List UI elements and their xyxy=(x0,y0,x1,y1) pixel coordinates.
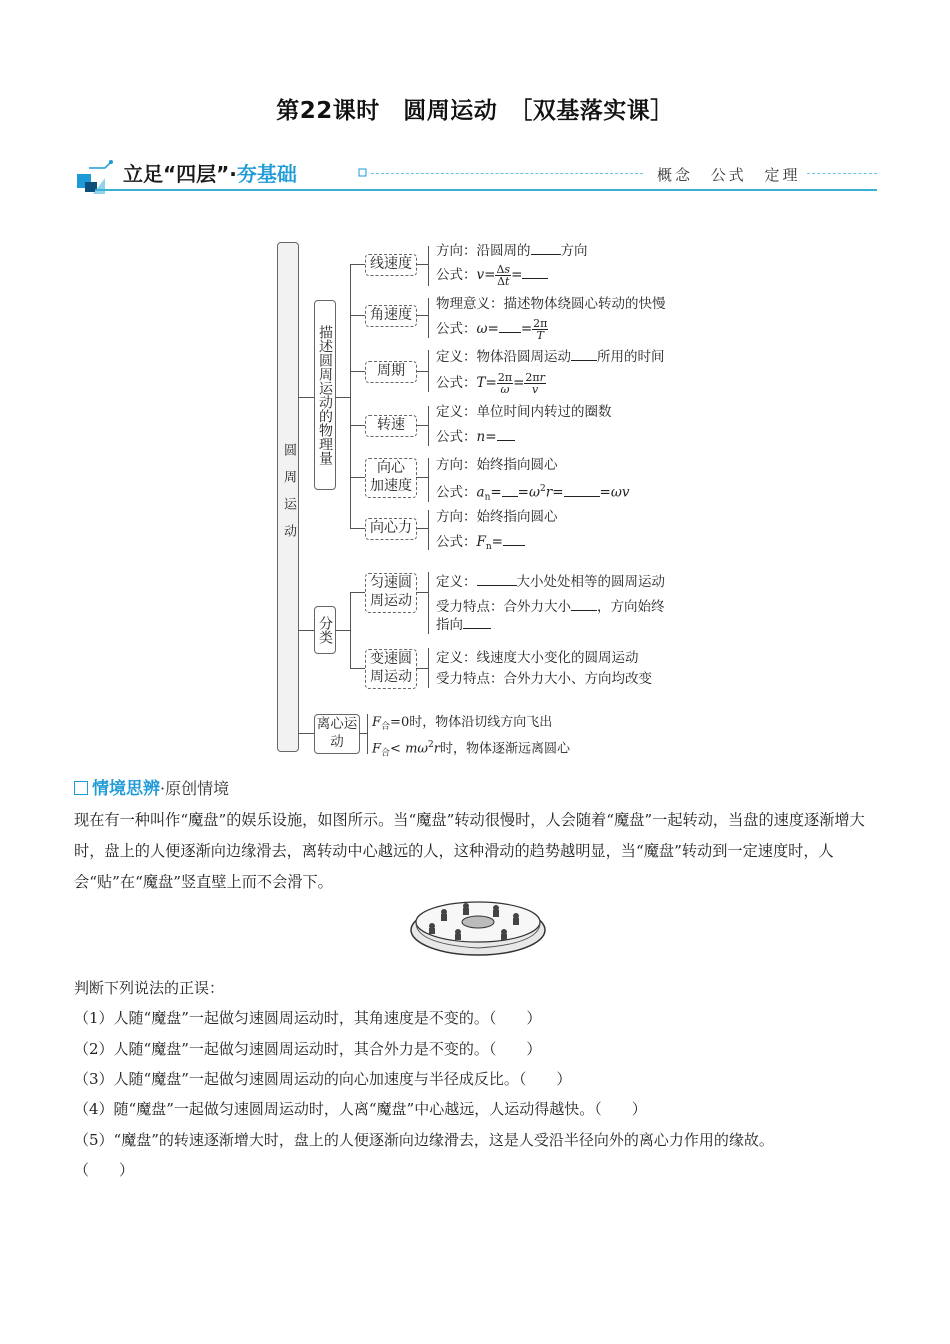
acceleration-direction: 方向：始终指向圆心 xyxy=(436,457,558,473)
banner-tags: 概念 公式 定理 xyxy=(657,166,801,184)
judge-intro: 判断下列说法的正误： xyxy=(74,979,225,997)
question-4: （4）随“魔盘”一起做匀速圆周运动时，人离“魔盘”中心越远，人运动得越快。（ ） xyxy=(74,1100,647,1118)
angular-formula: 公式：ω= = $\frac{2\pi}{T}$ xyxy=(436,317,548,342)
node-variable-circular: 变速圆 周运动 xyxy=(365,649,417,689)
banner-title: 立足“四层”·夯基础 xyxy=(123,162,297,186)
angular-meaning: 物理意义：描述物体绕圆心转动的快慢 xyxy=(436,296,666,312)
linear-direction: 方向：沿圆周的 方向 xyxy=(436,243,588,259)
group-centrifugal: 离心运动 xyxy=(314,714,360,754)
period-formula: 公式：T= $\frac{2\pi}{\omega}$ = $\frac{2\pi r}{v}$ xyxy=(436,371,545,396)
node-uniform-circular: 匀速圆 周运动 xyxy=(365,573,417,613)
root-node: 圆周运动 xyxy=(277,242,299,752)
node-centripetal-force: 向心力 xyxy=(365,518,417,540)
force-direction: 方向：始终指向圆心 xyxy=(436,509,558,525)
group-classification: 分类 xyxy=(314,606,336,654)
question-2: （2）人随“魔盘”一起做匀速圆周运动时，其合外力是不变的。（ ） xyxy=(74,1040,542,1058)
section-scenario-title: 情境思辨·原创情境 xyxy=(74,774,229,799)
speed-definition: 定义：单位时间内转过的圈数 xyxy=(436,404,612,420)
acceleration-formula: 公式：$a_n= =\omega^2r= =\omega v$ xyxy=(436,484,630,503)
variable-definition: 定义：线速度大小变化的圆周运动 xyxy=(436,650,639,666)
speed-formula: 公式：n= xyxy=(436,428,515,446)
group-physical-quantities: 描述圆周运动的物理量 xyxy=(314,300,336,490)
period-definition: 定义：物体沿圆周运动 所用的时间 xyxy=(436,349,665,365)
magic-disc-illustration xyxy=(408,892,548,960)
node-period: 周期 xyxy=(365,361,417,383)
variable-force: 受力特点：合外力大小、方向均改变 xyxy=(436,671,652,687)
uniform-definition: 定义： 大小处处相等的圆周运动 xyxy=(436,574,665,590)
question-5: （5）“魔盘”的转速逐渐增大时，盘上的人便逐渐向边缘滑去，这是人受沿半径向外的离心力作用的缘故。 xyxy=(74,1131,774,1149)
question-5-answer: （ ） xyxy=(74,1161,135,1179)
node-angular-velocity: 角速度 xyxy=(365,305,417,327)
node-linear-velocity: 线速度 xyxy=(365,254,417,276)
uniform-force: 受力特点：合外力大小 ，方向始终 xyxy=(436,599,665,615)
linear-formula: 公式：v= $\frac{\Delta s}{\Delta t}$ = xyxy=(436,264,548,287)
force-formula: 公式：$F_n=$ xyxy=(436,533,525,556)
checkbox-icon xyxy=(74,781,88,795)
question-1: （1）人随“魔盘”一起做匀速圆周运动时，其角速度是不变的。（ ） xyxy=(74,1009,542,1027)
uniform-force-2: 指向 xyxy=(436,616,491,634)
centrifugal-condition-1: $F_合=0$时，物体沿切线方向飞出 xyxy=(372,715,553,732)
page-title: 第22课时 圆周运动 ［双基落实课］ xyxy=(276,98,674,124)
node-centripetal-acceleration: 向心 加速度 xyxy=(365,458,417,498)
centrifugal-condition-2: $F_合< m\omega^2r$时，物体逐渐远离圆心 xyxy=(372,740,570,759)
node-rotation-speed: 转速 xyxy=(365,415,417,437)
scenario-paragraph: 现在有一种叫作“魔盘”的娱乐设施，如图所示。当“魔盘”转动很慢时，人会随着“魔盘”一起转动，当盘的速度逐渐增大时，盘上的人便逐渐向边缘滑去，离转动中心越远的人，这种滑动的趋势越明显，当“魔盘”转动到一定速度时，人会“贴”在“魔盘”竖直壁上而不会滑下。 xyxy=(74,811,865,891)
question-3: （3）人随“魔盘”一起做匀速圆周运动的向心加速度与半径成反比。（ ） xyxy=(74,1070,572,1088)
